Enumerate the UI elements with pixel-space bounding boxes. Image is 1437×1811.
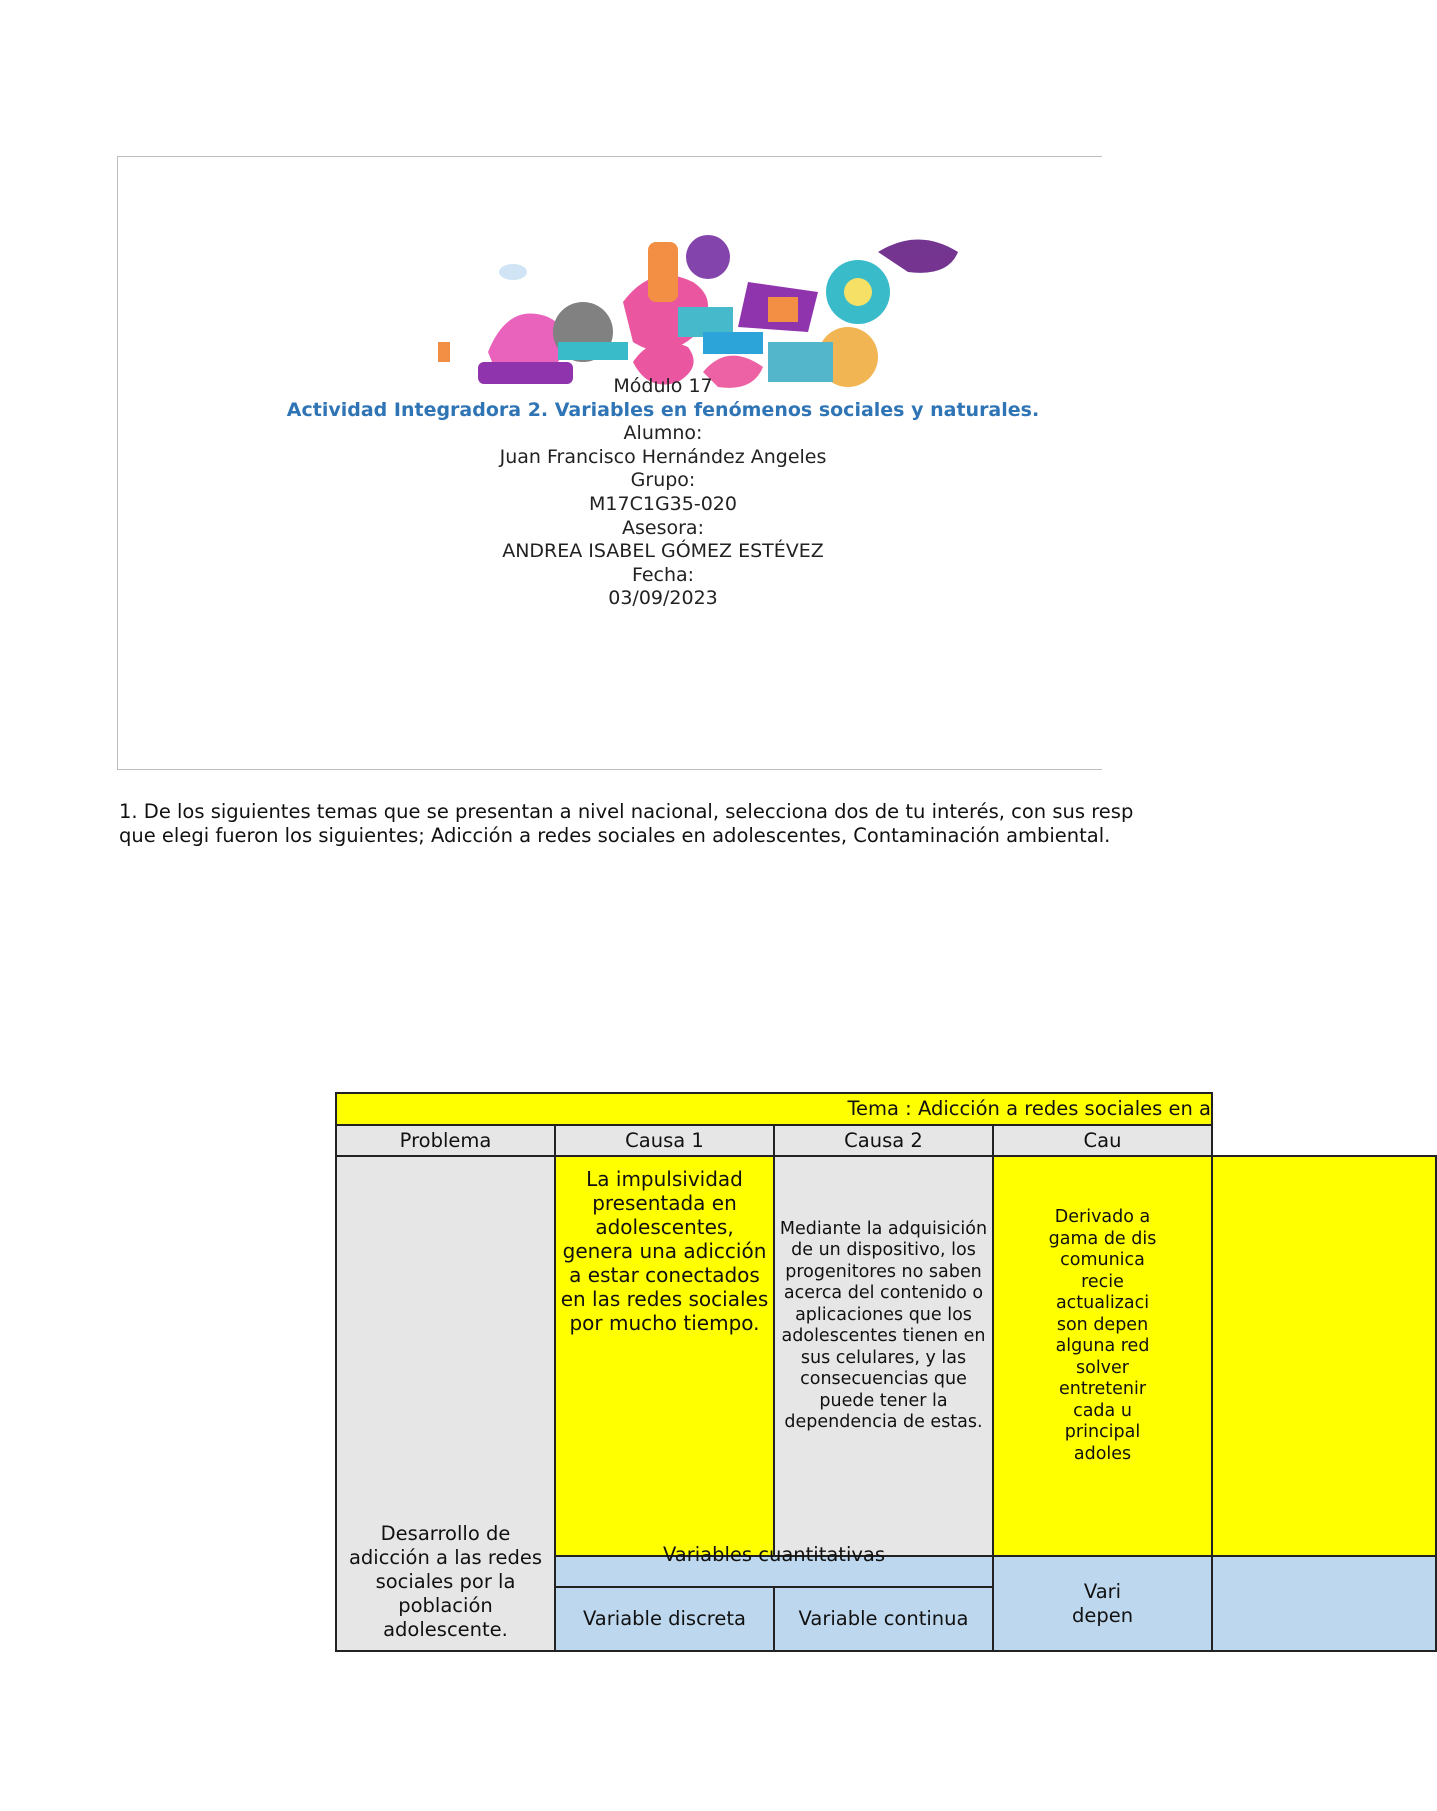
variable-dependiente-cell: Vari depen <box>993 1556 1212 1651</box>
table-title: Tema : Adicción a redes sociales en a <box>336 1093 1212 1125</box>
cover-text <box>118 375 1208 611</box>
fecha-label: Fecha: <box>631 563 695 586</box>
grupo-label: Grupo: <box>630 469 696 492</box>
problema-cell: Desarrollo de adicción a las redes sociales por la población adolescente. <box>336 1156 555 1651</box>
alumno-label: Alumno: <box>623 422 703 445</box>
causa-3-cell: Derivado a gama de dis comunica recie actualizaci son depen alguna red solver entretenir cada u principal adoles <box>993 1156 1212 1556</box>
intro-line-1: 1. De los siguientes temas que se presentan a nivel nacional, selecciona dos de tu interés, con sus resp <box>119 800 1134 823</box>
header-causa-1: Causa 1 <box>555 1125 774 1156</box>
asesora-name: ANDREA ISABEL GÓMEZ ESTÉVEZ <box>502 540 824 563</box>
modulo-text: Módulo 17 <box>613 375 713 397</box>
header-causa-3: Cau <box>993 1125 1212 1156</box>
grupo-value: M17C1G35-020 <box>589 492 737 515</box>
asesora-label: Asesora: <box>622 516 704 539</box>
fecha-value: 03/09/2023 <box>608 587 718 610</box>
activity-title: Actividad Integradora 2. Variables en fenómenos sociales y naturales. <box>286 398 1040 421</box>
logo-image <box>418 212 958 402</box>
alumno-name: Juan Francisco Hernández Angeles <box>499 445 827 468</box>
variables-cuantitativas-header: Variables cuantitativas <box>555 1556 993 1587</box>
variable-discreta-cell: Variable discreta <box>555 1587 774 1651</box>
causa-2-cell: Mediante la adquisición de un dispositivo, los progenitores no saben acerca del contenido o aplicaciones que los adolescentes tienen en sus celulares, y las consecuencias que puede tener la dependencia de estas. <box>774 1156 993 1556</box>
cover-page <box>117 156 1102 770</box>
causa-1-cell: La impulsividad presentada en adolescentes, genera una adicción a estar conectados en las redes sociales por mucho tiempo. <box>555 1156 774 1556</box>
header-problema: Problema <box>336 1125 555 1156</box>
intro-paragraph <box>119 800 1134 848</box>
header-causa-2: Causa 2 <box>774 1125 993 1156</box>
intro-line-2: que elegi fueron los siguientes; Adicción a redes sociales en adolescentes, Contaminación ambiental. <box>119 824 1111 847</box>
variable-continua-cell: Variable continua <box>774 1587 993 1651</box>
topic-table <box>335 1092 1212 1643</box>
